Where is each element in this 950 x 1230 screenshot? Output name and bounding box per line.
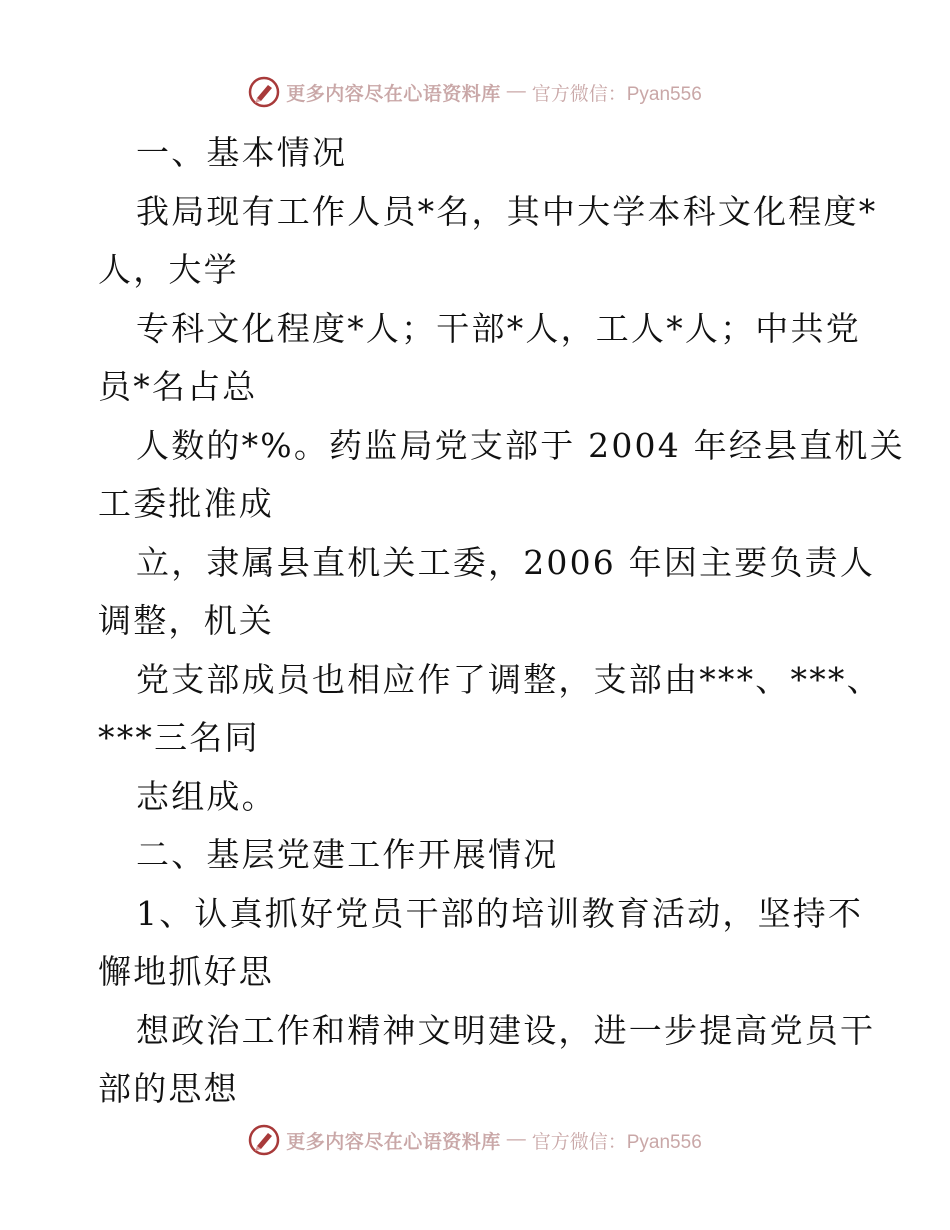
text-line: 二、基层党建工作开展情况 <box>136 835 559 874</box>
text-line: 志组成。 <box>136 776 277 816</box>
text-line: 专科文化程度*人；干部*人，工人*人；中共党 <box>136 308 861 348</box>
watermark-banner-top <box>0 72 950 112</box>
watermark-contact: 官方微信：Pyan556 <box>531 1131 702 1153</box>
text-line: 员*名占总 <box>98 367 258 406</box>
text-line: 部的思想 <box>98 1069 239 1108</box>
watermark-contact: 官方微信：Pyan556 <box>531 83 702 105</box>
watermark-brand: 更多内容尽在心语资料库 <box>286 82 501 105</box>
text-line: 工委批准成 <box>98 484 274 523</box>
text-line: ***三名同 <box>98 718 260 757</box>
text-line: 1、认真抓好党员干部的培训教育活动，坚持不 <box>136 893 864 933</box>
text-line: 一、基本情况 <box>136 133 348 172</box>
text-line: 立，隶属县直机关工委，2006 年因主要负责人 <box>136 542 876 582</box>
pen-logo-icon <box>248 1124 280 1156</box>
watermark-brand: 更多内容尽在心语资料库 <box>286 1130 501 1153</box>
text-line: 党支部成员也相应作了调整，支部由***、***、 <box>136 659 882 699</box>
text-line: 调整，机关 <box>98 601 274 640</box>
text-line: 人，大学 <box>98 250 239 289</box>
watermark-banner-bottom <box>0 1120 950 1160</box>
pen-logo-icon <box>248 76 280 108</box>
text-line: 人数的*%。药监局党支部于 2004 年经县直机关 <box>136 425 905 465</box>
document-body <box>98 124 905 1119</box>
text-line: 懈地抓好思 <box>98 952 274 991</box>
watermark-separator: — <box>506 81 526 102</box>
watermark-separator: — <box>506 1129 526 1150</box>
text-line: 我局现有工作人员*名，其中大学本科文化程度* <box>136 191 878 231</box>
text-line: 想政治工作和精神文明建设，进一步提高党员干 <box>136 1010 876 1050</box>
